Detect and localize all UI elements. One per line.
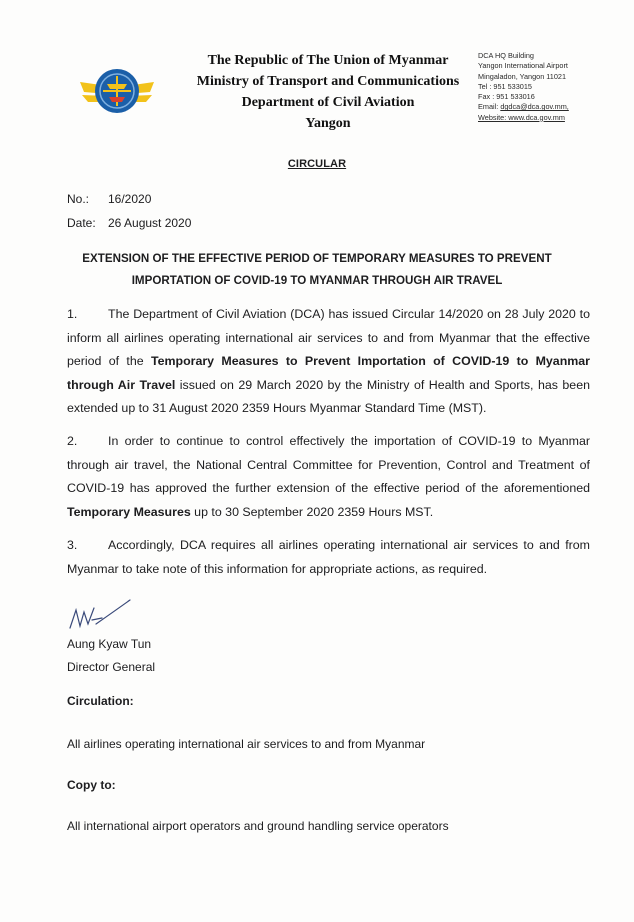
- paragraph-2-number: 2.: [67, 434, 78, 448]
- contact-airport: Yangon International Airport: [478, 61, 568, 71]
- paragraph-3-number: 3.: [67, 538, 78, 552]
- contact-email-label: Email:: [478, 102, 501, 112]
- circular-title: [60, 248, 574, 292]
- paragraph-3: [67, 534, 590, 581]
- paragraph-2-bold: Temporary Measures: [67, 504, 191, 519]
- signatory-name: Aung Kyaw Tun: [67, 637, 152, 651]
- paragraph-1-text-a: The Department of Civil Aviation (DCA) has issued Circular 14/2020 on 28 July 2020 to inform all airlines operating international air services to and from Myanmar that the effective period of the: [67, 307, 590, 368]
- header-line-city: Yangon: [305, 116, 351, 131]
- circulation-text: All airlines operating international air services to and from Myanmar: [67, 737, 426, 751]
- date-label: Date:: [67, 216, 96, 230]
- contact-block: [478, 51, 628, 123]
- date-value: 26 August 2020: [108, 216, 192, 230]
- contact-tel: Tel : 951 533015: [478, 81, 532, 91]
- paragraph-2-text-b: up to 30 September 2020 2359 Hours MST.: [190, 504, 434, 519]
- signature: [66, 598, 136, 638]
- title-line-2: IMPORTATION OF COVID-19 TO MYANMAR THROUGH AIR TRAVEL: [131, 274, 503, 287]
- circular-number: [67, 192, 151, 206]
- contact-email-row: [478, 102, 628, 112]
- paragraph-2: [67, 430, 590, 524]
- title-line-1: EXTENSION OF THE EFFECTIVE PERIOD OF TEMPORARY MEASURES TO PREVENT: [82, 252, 552, 265]
- header-line-ministry: Ministry of Transport and Communications: [196, 74, 460, 89]
- number-label: No.:: [67, 192, 90, 206]
- paragraph-1-number: 1.: [67, 307, 78, 321]
- contact-email-link[interactable]: dgdca@dca.gov.mm,: [500, 102, 569, 112]
- paragraph-1-bold: Temporary Measures to Prevent Importation of COVID-19 to Myanmar through Air Travel: [67, 354, 590, 392]
- signatory-title: Director General: [67, 660, 156, 674]
- contact-fax: Fax : 951 533016: [478, 92, 535, 102]
- letterhead: [178, 50, 478, 134]
- paragraph-3-text: Accordingly, DCA requires all airlines operating international air services to and from Myanmar to take note of this information for appropriate actions, as required.: [67, 538, 590, 576]
- contact-address: Mingaladon, Yangon 11021: [478, 71, 567, 81]
- contact-building: DCA HQ Building: [478, 51, 534, 60]
- header-line-republic: The Republic of The Union of Myanmar: [207, 53, 449, 68]
- contact-website[interactable]: Website: www.dca.gov.mm: [478, 112, 565, 122]
- circular-date: [67, 216, 191, 230]
- number-value: 16/2020: [108, 192, 152, 206]
- paragraph-1-text-b: issued on 29 March 2020 by the Ministry of Health and Sports, has been extended up to 31 August 2020 2359 Hours Myanmar Standard Time (MST).: [67, 377, 590, 415]
- copy-to-label: Copy to:: [67, 778, 116, 792]
- header-line-department: Department of Civil Aviation: [241, 95, 415, 110]
- circulation-label: Circulation:: [67, 694, 134, 708]
- dca-logo: [78, 62, 156, 118]
- paragraph-2-text-a: In order to continue to control effectively the importation of COVID-19 to Myanmar through air travel, the National Central Committee for Prevention, Control and Treatment of COVID-19 has approved the further extension of the effective period of the aforementioned: [67, 434, 590, 495]
- copy-to-text: All international airport operators and ground handling service operators: [67, 819, 449, 833]
- circular-heading: CIRCULAR: [287, 158, 347, 170]
- paragraph-1: [67, 303, 590, 421]
